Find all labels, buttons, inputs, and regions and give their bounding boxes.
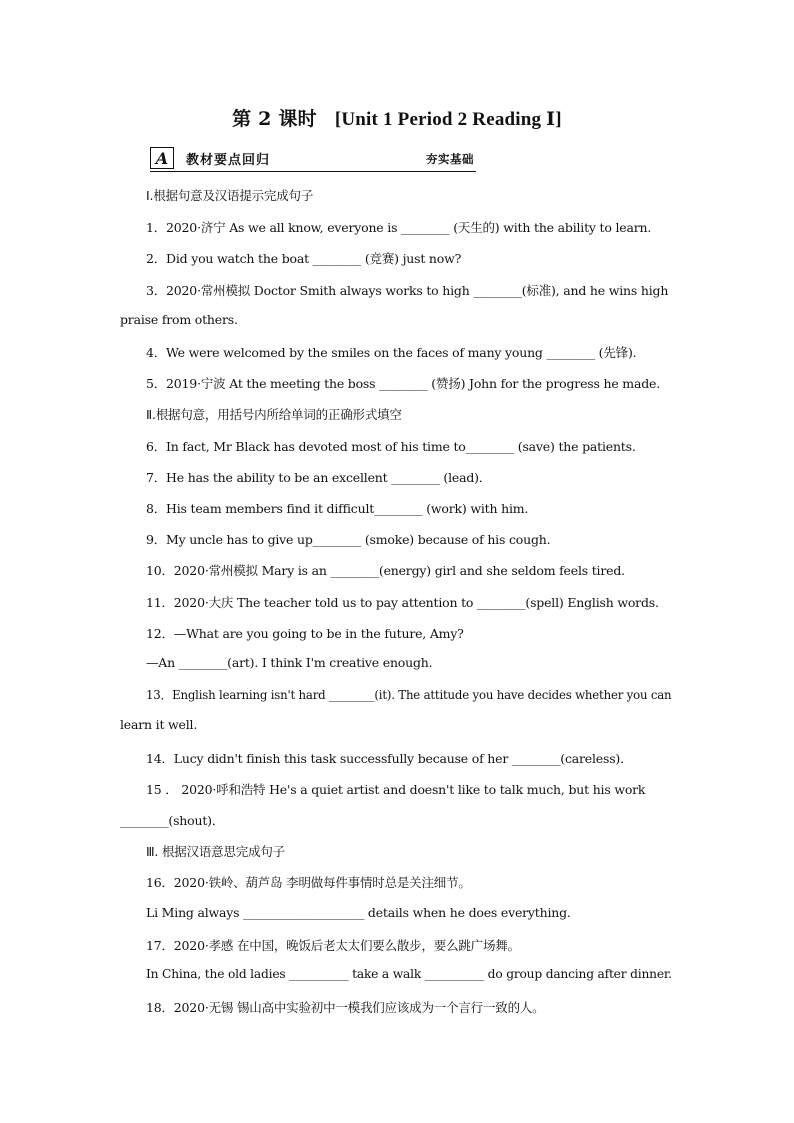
banner-rule [150,171,476,172]
question-18: 18．2020·无锡 锡山高中实验初中一模我们应该成为一个言行一致的人。 [146,1000,545,1015]
question-2: 2．Did you watch the boat ________ (竞赛) just now? [146,251,462,266]
question-3-cont: praise from others. [120,312,238,327]
question-13-cont: learn it well. [120,717,198,732]
question-6: 6．In fact, Mr Black has devoted most of his time to________ (save) the patients. [146,439,636,454]
question-12: 12．—What are you going to be in the future, Amy? [146,626,464,641]
question-16: 16．2020·铁岭、葫芦岛 李明做每件事情时总是关注细节。 [146,875,471,890]
question-3: 3．2020·常州模拟 Doctor Smith always works to high ________(标准), and he wins high [146,283,669,298]
section-banner [150,146,476,172]
title-en: [Unit 1 Period 2 Reading Ⅰ] [334,109,562,130]
question-15-cont: ________(shout)． [120,813,225,828]
question-1: 1．2020·济宁 As we all know, everyone is ________ (天生的) with the ability to learn. [146,220,652,235]
question-10: 10．2020·常州模拟 Mary is an ________(energy) girl and she seldom feels tired. [146,563,625,578]
section-heading-2: Ⅱ.根据句意，用括号内所给单词的正确形式填空 [146,407,402,422]
section-label: 教材要点回归 [186,153,271,168]
question-12-answer: —An ________(art). I think I'm creative enough. [146,655,433,670]
section-badge: A [150,147,174,169]
question-8: 8．His team members find it difficult________ (work) with him. [146,501,529,516]
section-tag: 夯实基础 [426,152,474,166]
section-heading-1: Ⅰ.根据句意及汉语提示完成句子 [146,188,314,203]
title-cn: 第 2 课时 [232,108,317,130]
question-15: 15 ． 2020·呼和浩特 He's a quiet artist and doesn't like to talk much, but his work [146,782,646,797]
question-17: 17．2020·孝感 在中国，晚饭后老太太们要么散步，要么跳广场舞。 [146,938,520,953]
question-4: 4．We were welcomed by the smiles on the faces of many young ________ (先锋). [146,345,637,360]
question-17-english: In China, the old ladies __________ take a walk __________ do group dancing after dinner. [146,967,672,981]
question-11: 11．2020·大庆 The teacher told us to pay attention to ________(spell) English words. [146,595,659,610]
question-5: 5．2019·宁波 At the meeting the boss ________ (赞扬) John for the progress he made. [146,376,660,391]
page-title [0,104,794,131]
question-7: 7．He has the ability to be an excellent ________ (lead)． [146,470,492,485]
question-9: 9．My uncle has to give up________ (smoke) because of his cough. [146,532,551,547]
question-16-english: Li Ming always ____________________ details when he does everything. [146,905,571,920]
question-14: 14．Lucy didn't finish this task successfully because of her ________(careless)． [146,751,633,766]
section-heading-3: Ⅲ. 根据汉语意思完成句子 [146,844,285,859]
question-13: 13．English learning isn't hard ________(it). The attitude you have decides whether you can [146,688,672,702]
